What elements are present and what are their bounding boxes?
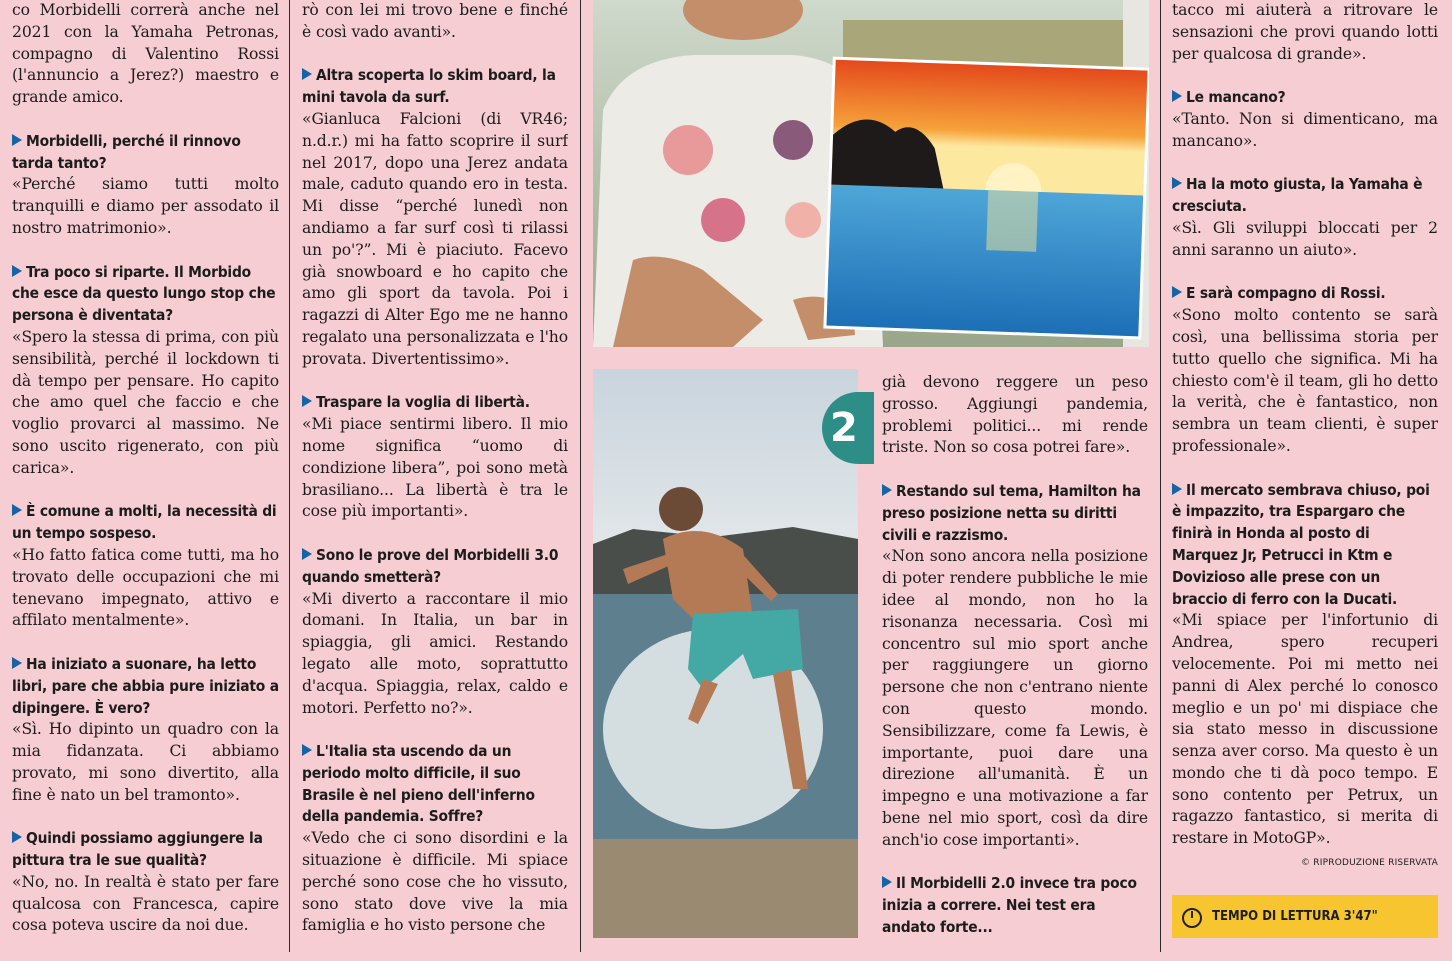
answer: «Ho fatto fatica come tutti, ma ho trovato delle occupazioni che mi tenevano impegnato, attivo e affilato mentalmente». xyxy=(12,545,279,630)
answer: «Non sono ancora nella posizione di poter rendere pubbliche le mie idee al mondo, non ho la risonanza necessaria. Così mi concentro sul mio sport anche per raggiungere un giorno persone che non c'entrano niente con questo mondo. Sensibilizzare, come fa Lewis, è importante, puoi dare una direzione all'umanità. È un impegno e una motivazione a far bene nel mio sport, così da dire anch'io cose importanti». xyxy=(882,547,1148,849)
answer: «Sì. Gli sviluppi bloccati per 2 anni saranno un aiuto». xyxy=(1172,218,1438,259)
question-text: Il Morbidelli 2.0 invece tra poco inizia a correre. Nei test era andato forte... xyxy=(882,874,1137,936)
answer: «Perché siamo tutti molto tranquilli e diamo per assodato il nostro matrimonio». xyxy=(12,175,279,237)
photo-skimboard-image xyxy=(593,369,858,938)
copyright-note: © RIPRODUZIONE RISERVATA xyxy=(1301,857,1438,868)
column-3 xyxy=(882,372,1148,961)
arrow-icon xyxy=(1172,286,1182,298)
answer: «Tanto. Non si dimenticano, ma mancano». xyxy=(1172,109,1438,150)
question xyxy=(12,262,279,327)
answer: «Mi diverto a raccontare il mio domani. In Italia, un bar in spiaggia, gli amici. Restando legato alle moto, soprattutto d'acqua. Spiaggia, relax, caldo e motori. Perfetto no?». xyxy=(302,589,568,717)
arrow-icon xyxy=(882,876,892,888)
photo-skimboard xyxy=(593,369,858,938)
column-4 xyxy=(1172,0,1438,868)
question xyxy=(1172,174,1438,218)
answer: «Sono molto contento se sarà così, una bellissima storia per tutto quello che significa. Mi ha chiesto com'è il team, gli ho detto la verità, che è fantastico, non sembra un team clienti, è super professionale». xyxy=(1172,306,1438,455)
reading-time: TEMPO DI LETTURA 3'47" xyxy=(1212,909,1378,924)
answer: «Sì. Ho dipinto un quadro con la mia fidanzata. Ci abbiamo provato, mi sono divertito, alla fine è nato un bel tramonto». xyxy=(12,720,279,804)
qa-block xyxy=(882,372,1148,459)
question-text: Quindi possiamo aggiungere la pittura tra le sue qualità? xyxy=(12,829,263,870)
column-rule xyxy=(580,0,581,952)
answer: co Morbidelli correrà anche nel 2021 con la Yamaha Petronas, compagno di Valentino Rossi (l'annuncio a Jerez?) maestro e grande amico. xyxy=(12,1,279,107)
answer: rò con lei mi trovo bene e finché è così vado avanti». xyxy=(302,1,568,41)
arrow-icon xyxy=(302,395,312,407)
arrow-icon xyxy=(12,265,22,277)
column-rule xyxy=(1160,0,1161,952)
question-text: È comune a molti, la necessità di un tempo sospeso. xyxy=(12,502,277,543)
question-text: Tra poco si riparte. Il Morbido che esce da questo lungo stop che persona è diventata? xyxy=(12,262,276,325)
question xyxy=(882,873,1148,938)
qa-block xyxy=(12,828,279,937)
answer: «Gianluca Falcioni (di VR46; n.d.r.) mi ha fatto scoprire il surf nel 2017, dopo una Jerez andata male, caduto quando ero in testa. Mi disse “perché lunedì non andiamo a far surf così ti rilassi un po'?”. Mi è piaciuto. Facevo già snowboard e ho capito che amo gli sport da tavola. Poi i ragazzi di Alter Ego me ne hanno regalato una personalizzata e l'ho provata. Divertentissimo». xyxy=(302,109,568,368)
qa-block xyxy=(1172,480,1438,851)
photo-number-badge: 2 xyxy=(822,392,874,464)
question xyxy=(1172,283,1438,305)
qa-block xyxy=(1172,87,1438,152)
question-text: Altra scoperta lo skim board, la mini tavola da surf. xyxy=(302,66,556,107)
question-text: Ha iniziato a suonare, ha letto libri, pare che abbia pure iniziato a dipingere. È vero? xyxy=(12,654,279,717)
question xyxy=(302,741,568,828)
question xyxy=(12,828,279,872)
qa-block xyxy=(1172,174,1438,261)
answer: «No, no. In realtà è stato per fare qualcosa con Francesca, capire cosa poteva uscire da noi due. xyxy=(12,872,279,935)
clock-icon xyxy=(1180,905,1204,929)
question xyxy=(302,65,568,109)
qa-block xyxy=(12,501,279,632)
arrow-icon xyxy=(302,548,312,560)
photo-painting-image xyxy=(593,0,1149,347)
qa-block xyxy=(12,131,279,240)
column-rule xyxy=(289,0,290,952)
qa-block xyxy=(1172,283,1438,457)
question-text: L'Italia sta uscendo da un periodo molto difficile, il suo Brasile è nel pieno dell'inferno della pandemia. Soffre? xyxy=(302,742,535,826)
arrow-icon xyxy=(12,831,22,843)
arrow-icon xyxy=(302,68,312,80)
reading-time-box xyxy=(1172,895,1438,938)
column-2 xyxy=(302,0,568,959)
answer: tacco mi aiuterà a ritrovare le sensazioni che provi quando lotti per qualcosa di grande». xyxy=(1172,1,1438,63)
question xyxy=(302,545,568,589)
qa-block xyxy=(12,0,279,109)
arrow-icon xyxy=(302,744,312,756)
arrow-icon xyxy=(1172,483,1182,495)
question xyxy=(302,392,568,414)
question-text: Il mercato sembrava chiuso, poi è impazzito, tra Espargaro che finirà in Honda al posto di Marquez Jr, Petrucci in Ktm e Dovizioso alle prese con un braccio di ferro con la Ducati. xyxy=(1172,480,1430,608)
question-text: Le mancano? xyxy=(1186,88,1286,107)
question-text: Restando sul tema, Hamilton ha preso posizione netta su diritti civili e razzismo. xyxy=(882,481,1141,544)
qa-block xyxy=(882,481,1148,852)
arrow-icon xyxy=(1172,90,1182,102)
answer: «Mi spiace per l'infortunio di Andrea, spero recuperi velocemente. Poi mi metto nei panni di Alex perché lo conosco meglio e un po' mi dispiace che sia stato messo in discussione senza aver corso. Ma questo è un mondo che ti dà poco tempo. E sono contento per Petrux, un ragazzo fantastico, si merita di restare in MotoGP». xyxy=(1172,611,1438,848)
arrow-icon xyxy=(1172,177,1182,189)
question-text: Sono le prove del Morbidelli 3.0 quando smetterà? xyxy=(302,545,559,586)
answer: «Mi piace sentirmi libero. Il mio nome significa “uomo di condizione libera”, poi sono metà brasiliano... La libertà è tra le cose più importanti». xyxy=(302,415,568,521)
answer: già devono reggere un peso grosso. Aggiungi pandemia, problemi politici... mi rende triste. Non so cosa potrei fare». xyxy=(882,373,1148,457)
photo-painting xyxy=(593,0,1149,347)
question xyxy=(12,501,279,545)
question-text: Ha la moto giusta, la Yamaha è cresciuta. xyxy=(1172,175,1423,216)
question-text: E sarà compagno di Rossi. xyxy=(1186,284,1386,303)
question-text: Traspare la voglia di libertà. xyxy=(316,393,530,412)
qa-block xyxy=(1172,0,1438,65)
question-text: Morbidelli, perché il rinnovo tarda tanto? xyxy=(12,131,241,172)
question xyxy=(12,131,279,175)
qa-block xyxy=(302,741,568,937)
qa-block xyxy=(302,545,568,719)
arrow-icon xyxy=(12,134,22,146)
qa-block xyxy=(882,873,1148,938)
arrow-icon xyxy=(882,484,892,496)
column-1 xyxy=(12,0,279,959)
answer: «Spero la stessa di prima, con più sensibilità, perché il lockdown ti dà tempo per pensare. Ho capito che amo quel che faccio e che voglio provarci al massimo. Ne sono uscito rigenerato, con più carica». xyxy=(12,327,279,477)
qa-block xyxy=(302,392,568,523)
qa-block xyxy=(12,654,279,807)
qa-block xyxy=(302,65,568,370)
question xyxy=(1172,480,1438,611)
answer: «Vedo che ci sono disordini e la situazione è difficile. Mi spiace perché sono cose che ho vissuto, sono stato dove vive la mia famiglia e ho visto persone che xyxy=(302,829,568,935)
qa-block xyxy=(302,0,568,44)
arrow-icon xyxy=(12,504,22,516)
qa-block xyxy=(12,262,279,480)
arrow-icon xyxy=(12,657,22,669)
question xyxy=(882,481,1148,546)
question xyxy=(1172,87,1438,109)
question xyxy=(12,654,279,719)
